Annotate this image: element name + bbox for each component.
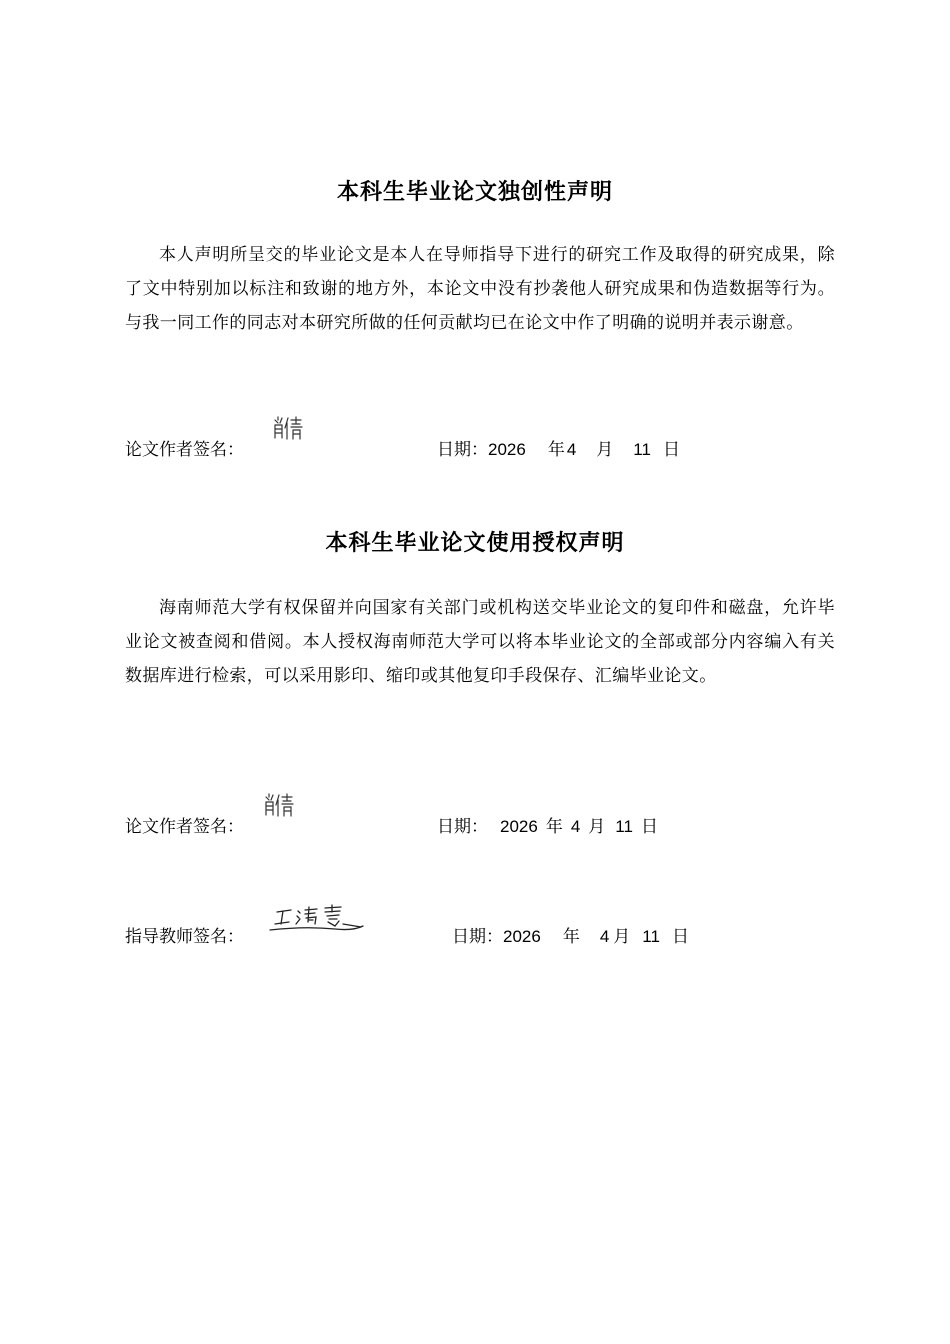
originality-author-signature-image [272,414,308,442]
originality-date-label: 日期： [437,440,488,460]
authorization-advisor-month-unit: 月 [613,927,631,947]
originality-day: 11 [633,440,651,459]
authorization-author-date-label: 日期： [437,817,488,837]
authorization-advisor-day-unit: 日 [671,927,689,947]
authorization-advisor-date [452,922,689,947]
originality-year: 2026 [488,440,526,459]
originality-year-unit: 年 [547,440,565,460]
originality-author-sign-label: 论文作者签名： [125,440,244,460]
originality-day-unit: 日 [662,440,680,460]
authorization-advisor-date-label: 日期： [452,927,503,947]
authorization-advisor-year: 2026 [503,927,541,946]
originality-month: 4 [566,440,577,459]
originality-month-unit: 月 [596,440,614,460]
authorization-author-day-unit: 日 [640,817,658,837]
originality-date [437,435,680,460]
authorization-advisor-year-unit: 年 [562,927,580,947]
authorization-author-month-unit: 月 [588,817,606,837]
authorization-author-month: 4 [570,817,581,836]
authorization-advisor-sign-label: 指导教师签名： [125,927,244,947]
originality-body: 本人声明所呈交的毕业论文是本人在导师指导下进行的研究工作及取得的研究成果，除了文中特别加以标注和致谢的地方外，本论文中没有抄袭他人研究成果和伪造数据等行为。与我一同工作的同志对本研究所做的任何贡献均已在论文中作了明确的说明并表示谢意。 [125,245,835,333]
authorization-author-signature-image [263,791,299,819]
authorization-author-sign-label: 论文作者签名： [125,817,244,837]
authorization-author-day: 11 [615,817,633,836]
originality-title: 本科生毕业论文独创性声明 [336,180,613,205]
authorization-advisor-day: 11 [642,927,660,946]
authorization-author-year-unit: 年 [545,817,563,837]
authorization-author-year: 2026 [500,817,538,836]
authorization-title: 本科生毕业论文使用授权声明 [325,531,625,556]
authorization-body: 海南师范大学有权保留并向国家有关部门或机构送交毕业论文的复印件和磁盘，允许毕业论文被查阅和借阅。本人授权海南师范大学可以将本毕业论文的全部或部分内容编入有关数据库进行检索，可以采用影印、缩印或其他复印手段保存、汇编毕业论文。 [125,598,835,686]
authorization-advisor-month: 4 [599,927,610,946]
authorization-advisor-signature-image [265,902,365,938]
authorization-author-date [437,812,658,837]
